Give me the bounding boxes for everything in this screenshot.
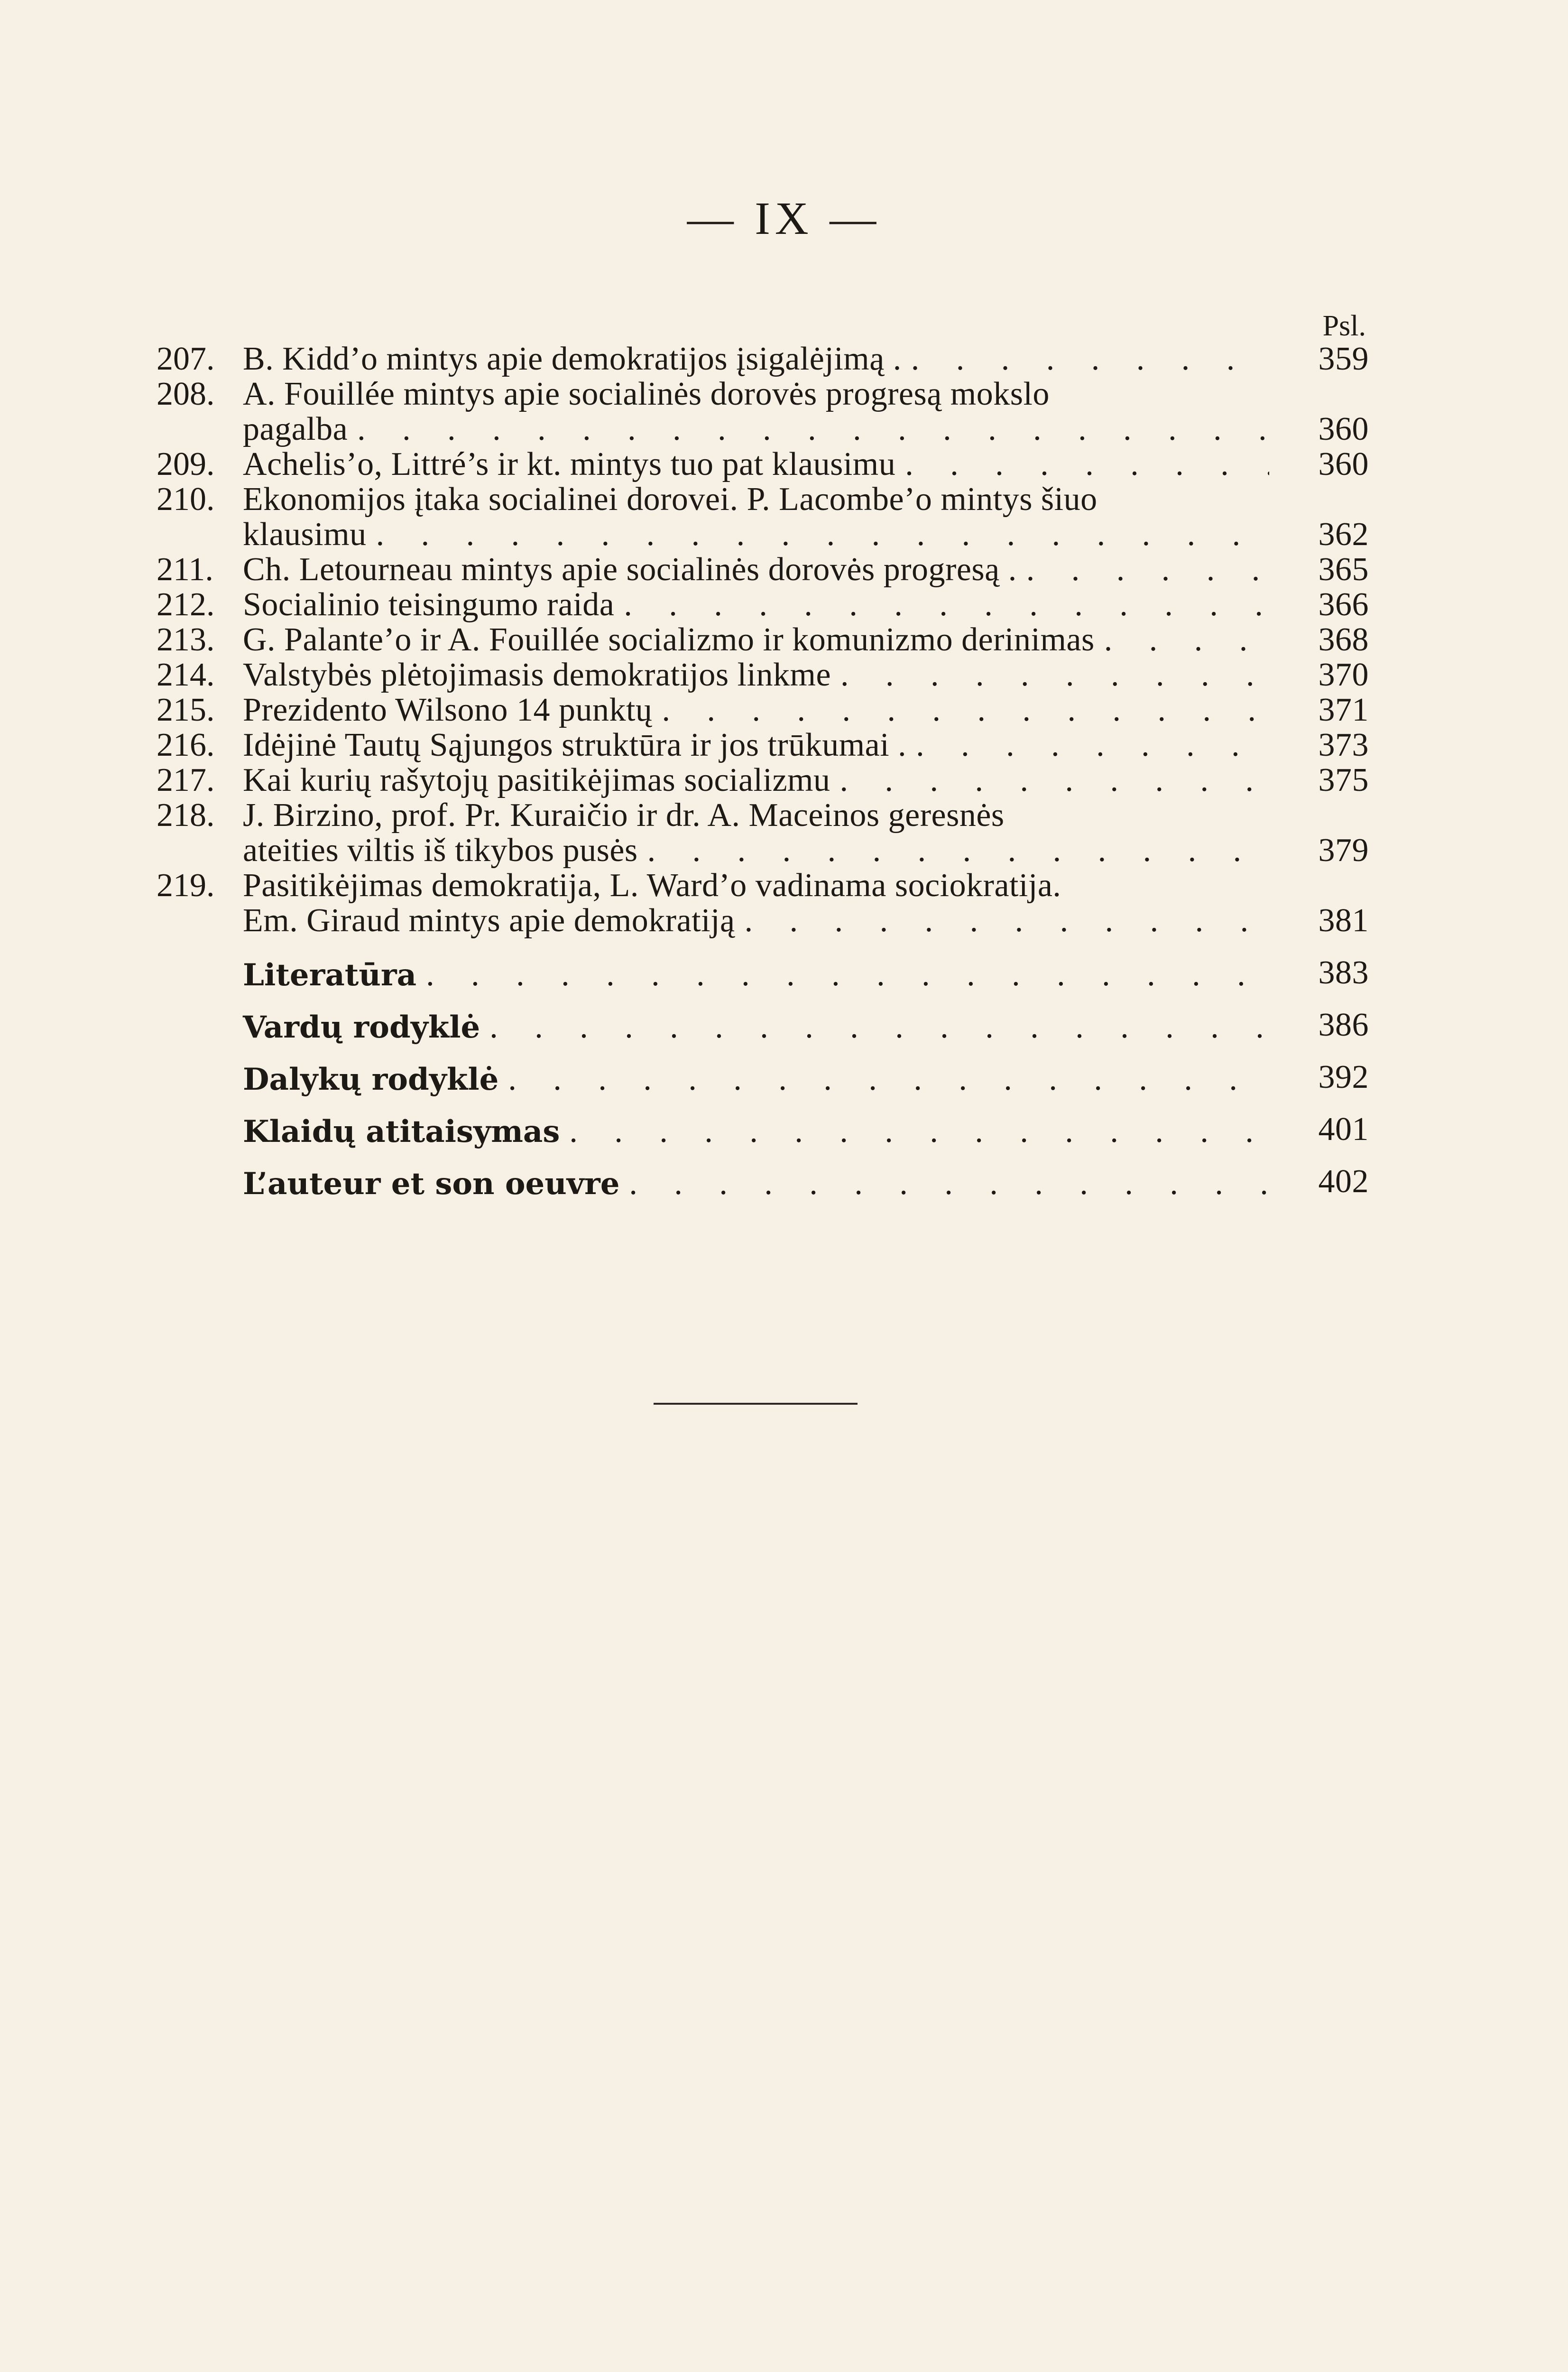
- entry-page: 381: [1318, 902, 1369, 939]
- entry-title-line-1: A. Fouillée mintys apie socialinės dorovės progresą mokslo: [243, 376, 1050, 412]
- toc-entry-214: [157, 658, 1369, 693]
- entry-page: 392: [1318, 1059, 1369, 1095]
- entry-title: Socialinio teisingumo raida: [243, 586, 615, 623]
- toc-entry-218: [157, 798, 1369, 868]
- entry-title-line-2: pagalba: [243, 411, 348, 447]
- dot-leader: [902, 342, 1269, 377]
- entry-number: 212.: [157, 586, 215, 623]
- toc-entry-207: [157, 342, 1369, 377]
- dot-leader: [652, 693, 1269, 728]
- dot-leader: [831, 658, 1269, 693]
- dot-leader: [619, 1166, 1269, 1201]
- toc-entry-219: [157, 868, 1369, 938]
- entry-title: G. Palante’o ir A. Fouillée socializmo ir komunizmo derinimas: [243, 621, 1095, 658]
- entry-title: Achelis’o, Littré’s ir kt. mintys tuo pat klausimu: [243, 446, 896, 482]
- entry-title: Idėjinė Tautų Sąjungos struktūra ir jos trūkumai .: [243, 727, 907, 763]
- dot-leader: [614, 587, 1269, 622]
- entry-number: 219.: [157, 867, 215, 904]
- dot-leader: [1017, 552, 1269, 587]
- entry-page: 375: [1318, 762, 1369, 798]
- entry-title-line-1: Ekonomijos įtaka socialinei dorovei. P. Lacombe’o mintys šiuo: [243, 481, 1098, 518]
- entry-page: 365: [1318, 551, 1369, 588]
- toc-backmatter-klaidu-atitaisymas: [157, 1111, 1369, 1149]
- entry-title-line-2: ateities viltis iš tikybos pusės: [243, 832, 638, 869]
- page-number: — IX —: [687, 193, 881, 244]
- dot-leader: [480, 1010, 1269, 1045]
- entry-title: Ch. Letourneau mintys apie socialinės dorovės progresą .: [243, 551, 1017, 588]
- entry-number: 213.: [157, 621, 215, 658]
- toc-entry-217: [157, 763, 1369, 798]
- dot-leader: [416, 957, 1269, 992]
- end-rule: [654, 1403, 858, 1405]
- entry-page: 379: [1318, 832, 1369, 869]
- entry-title: Dalykų rodyklė: [243, 1062, 499, 1097]
- dot-leader: [735, 903, 1269, 938]
- toc-entry-215: [157, 693, 1369, 728]
- entry-title-line-1: J. Birzino, prof. Pr. Kuraičio ir dr. A. Maceinos geresnės: [243, 797, 1005, 834]
- entry-number: 215.: [157, 692, 215, 728]
- entry-page: 360: [1318, 446, 1369, 482]
- entry-page: 401: [1318, 1111, 1369, 1148]
- entry-title: Valstybės plėtojimasis demokratijos linkme: [243, 657, 831, 693]
- dot-leader: [560, 1114, 1269, 1149]
- toc-entry-210: [157, 482, 1369, 552]
- entry-number: 207.: [157, 341, 215, 377]
- toc-entry-209: [157, 447, 1369, 482]
- toc-backmatter-dalyku-rodykle: [157, 1059, 1369, 1097]
- dot-leader: [906, 728, 1269, 763]
- entry-number: 214.: [157, 657, 215, 693]
- entry-page: 386: [1318, 1007, 1369, 1043]
- entry-number: 208.: [157, 376, 215, 412]
- toc-entry-213: [157, 622, 1369, 658]
- entry-number: 210.: [157, 481, 215, 518]
- toc-backmatter-vardu-rodykle: [157, 1007, 1369, 1045]
- entry-page: 383: [1318, 954, 1369, 991]
- entry-title-line-1: Pasitikėjimas demokratija, L. Ward’o vadinama sociokratija.: [243, 867, 1061, 904]
- entry-page: 359: [1318, 341, 1369, 377]
- dot-leader: [638, 833, 1269, 868]
- entry-number: 216.: [157, 727, 215, 763]
- entry-number: 209.: [157, 446, 215, 482]
- entry-page: 402: [1318, 1163, 1369, 1200]
- dot-leader: [348, 412, 1269, 447]
- toc-entry-211: [157, 552, 1369, 587]
- entry-title: Literatūra: [243, 957, 417, 993]
- entry-page: 366: [1318, 586, 1369, 623]
- dot-leader: [830, 763, 1269, 798]
- entry-title: L’auteur et son oeuvre: [243, 1166, 620, 1202]
- entry-page: 368: [1318, 621, 1369, 658]
- dot-leader: [367, 517, 1269, 552]
- entry-page: 362: [1318, 516, 1369, 553]
- toc-entry-216: [157, 728, 1369, 763]
- entry-number: 211.: [157, 551, 213, 588]
- entry-title-line-2: Em. Giraud mintys apie demokratiją: [243, 902, 735, 939]
- toc-entry-212: [157, 587, 1369, 622]
- entry-number: 217.: [157, 762, 215, 798]
- table-of-contents: [157, 341, 1369, 1202]
- entry-page: 371: [1318, 692, 1369, 728]
- entry-page: 373: [1318, 727, 1369, 763]
- entry-title: Vardų rodyklė: [243, 1010, 480, 1045]
- entry-number: 218.: [157, 797, 215, 834]
- page-column-label: Psl.: [1322, 310, 1366, 342]
- toc-backmatter-literatura: [157, 954, 1369, 993]
- dot-leader: [895, 447, 1269, 482]
- dot-leader: [1095, 622, 1269, 658]
- entry-page: 370: [1318, 657, 1369, 693]
- dot-leader: [498, 1062, 1269, 1097]
- entry-title: Kai kurių rašytojų pasitikėjimas socializmu: [243, 762, 830, 798]
- entry-title: Klaidų atitaisymas: [243, 1114, 560, 1149]
- toc-entry-208: [157, 377, 1369, 447]
- entry-title: Prezidento Wilsono 14 punktų: [243, 692, 653, 728]
- entry-title-line-2: klausimu: [243, 516, 367, 553]
- toc-backmatter-lauteur: [157, 1163, 1369, 1202]
- entry-page: 360: [1318, 411, 1369, 447]
- entry-title: B. Kidd’o mintys apie demokratijos įsigalėjimą .: [243, 341, 902, 377]
